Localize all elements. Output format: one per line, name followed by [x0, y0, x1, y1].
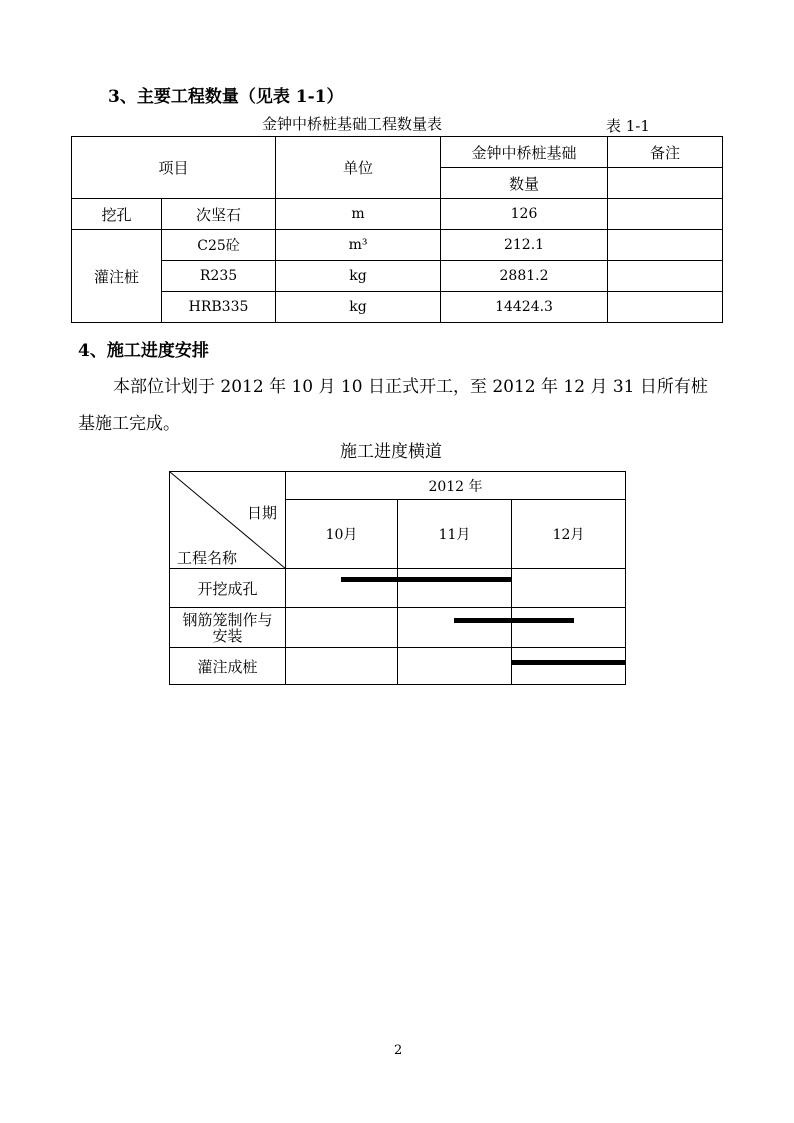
table-number: 表 1-1 — [606, 117, 650, 135]
row-name: HRB335 — [162, 292, 276, 323]
task-name-line1: 钢筋笼制作与 — [182, 610, 273, 629]
row-remark — [608, 261, 723, 292]
header-item: 项目 — [72, 137, 276, 199]
table-row — [72, 230, 723, 261]
row-unit: m — [276, 199, 441, 230]
corner-cell — [170, 472, 286, 569]
row-unit: m³ — [276, 230, 441, 261]
table-title: 金钟中桥桩基础工程数量表 — [262, 115, 443, 133]
task-name: 灌注成桩 — [170, 648, 286, 685]
header-unit: 单位 — [276, 137, 441, 199]
row-quantity: 126 — [441, 199, 608, 230]
row-quantity: 2881.2 — [441, 261, 608, 292]
row-remark — [608, 199, 723, 230]
task-row — [170, 648, 626, 685]
row-unit: kg — [276, 292, 441, 323]
page-number: 2 — [394, 1043, 403, 1058]
header-remark-blank — [608, 168, 723, 199]
month-header: 10月 — [286, 500, 398, 569]
task-name — [170, 608, 286, 648]
section-3-heading: 3、主要工程数量（见表 1-1） — [108, 87, 344, 107]
row-name: 次坚石 — [162, 199, 276, 230]
gantt-bar — [454, 618, 574, 623]
schedule-title: 施工进度横道 — [340, 442, 442, 462]
schedule-paragraph-line2: 基施工完成。 — [78, 414, 180, 434]
gantt-bar — [341, 577, 511, 582]
corner-date-label: 日期 — [246, 504, 277, 522]
corner-name-label: 工程名称 — [177, 549, 238, 567]
row-remark — [608, 292, 723, 323]
row-category: 灌注桩 — [72, 230, 162, 323]
row-unit: kg — [276, 261, 441, 292]
quantity-table — [71, 136, 723, 323]
schedule-paragraph-line1: 本部位计划于 2012 年 10 月 10 日正式开工，至 2012 年 12 月 31 日所有桩 — [113, 377, 708, 397]
task-name-line2: 安装 — [212, 626, 243, 645]
row-quantity: 212.1 — [441, 230, 608, 261]
row-quantity: 14424.3 — [441, 292, 608, 323]
table-row — [72, 199, 723, 230]
row-category: 挖孔 — [72, 199, 162, 230]
month-header: 12月 — [512, 500, 626, 569]
row-name: R235 — [162, 261, 276, 292]
row-remark — [608, 230, 723, 261]
section-4-heading: 4、施工进度安排 — [78, 341, 209, 361]
task-name: 开挖成孔 — [170, 569, 286, 608]
month-header: 11月 — [398, 500, 512, 569]
task-row — [170, 569, 626, 608]
table-row — [72, 292, 723, 323]
header-remark: 备注 — [608, 137, 723, 168]
year-header: 2012 年 — [286, 472, 626, 500]
gantt-bar — [511, 660, 625, 665]
row-name: C25砼 — [162, 230, 276, 261]
header-group: 金钟中桥桩基础 — [441, 137, 608, 168]
header-quantity: 数量 — [441, 168, 608, 199]
task-row — [170, 608, 626, 648]
table-row — [72, 261, 723, 292]
